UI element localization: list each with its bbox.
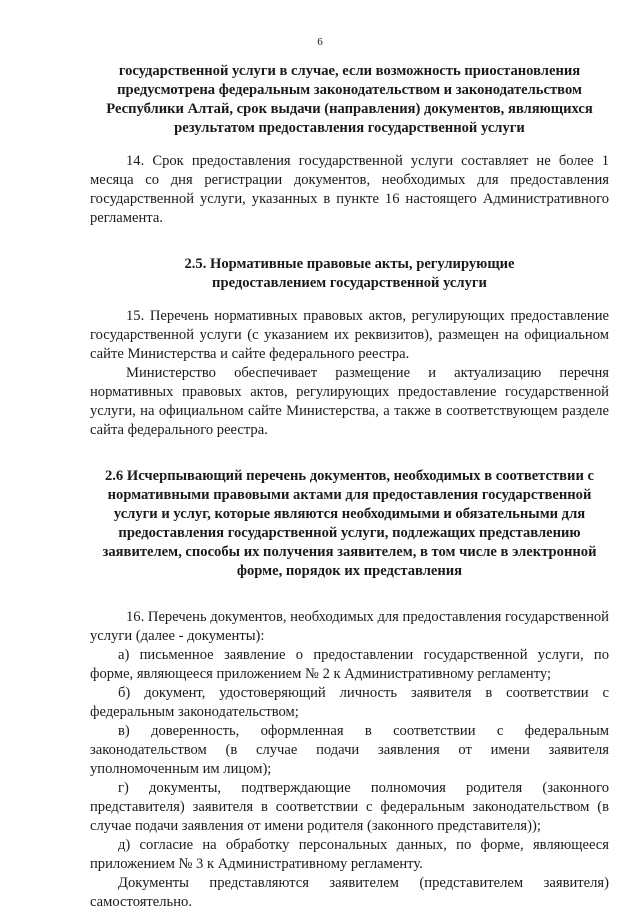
list-item-g: г) документы, подтверждающие полномочия родителя (законного представителя) заявителя в соответствии с федеральным законодательством (в случае подачи заявления от имени родителя (законного представителя)); bbox=[90, 780, 609, 834]
paragraph-16: 16. Перечень документов, необходимых для предоставления государственной услуги (далее - документы): bbox=[90, 609, 609, 644]
paragraph-ministry: Министерство обеспечивает размещение и актуализацию перечня нормативных правовых актов, регулирующих предоставление государственной услуги, на официальном сайте Министерства, а также в соответствующем разделе сайта федерального реестра. bbox=[90, 365, 609, 438]
paragraph-14: 14. Срок предоставления государственной услуги составляет не более 1 месяца со дня регистрации документов, необходимых для предоставления государственной услуги, указанных в пункте 16 настоящего Административного регламента. bbox=[90, 153, 609, 226]
document-body bbox=[90, 62, 609, 912]
list-item-d: д) согласие на обработку персональных данных, по форме, являющееся приложением № 3 к Административному регламенту. bbox=[90, 837, 609, 872]
page-number: 6 bbox=[317, 36, 323, 48]
section-heading-2-6: 2.6 Исчерпывающий перечень документов, необходимых в соответствии с нормативными правовыми актами для предоставления государственной услуги и услуг, которые являются необходимыми и обязательными для предоставления государственной услуги, подлежащих представлению заявителем, способы их получения заявителем, в том числе в электронной форме, порядок их представления bbox=[102, 468, 597, 579]
paragraph-15: 15. Перечень нормативных правовых актов, регулирующих предоставление государственной услуги (с указанием их реквизитов), размещен на официальном сайте Министерства и сайте федерального реестра. bbox=[90, 308, 609, 362]
list-item-v: в) доверенность, оформленная в соответствии с федеральным законодательством (в случае подачи заявления от имени заявителя уполномоченным им лицом); bbox=[90, 723, 609, 777]
list-item-b: б) документ, удостоверяющий личность заявителя в соответствии с федеральным законодательством; bbox=[90, 685, 609, 720]
list-item-a: а) письменное заявление о предоставлении государственной услуги, по форме, являющееся приложением № 2 к Административному регламенту; bbox=[90, 647, 609, 682]
closing-paragraph: Документы представляются заявителем (представителем заявителя) самостоятельно. bbox=[90, 875, 609, 910]
section-heading-2-5: 2.5. Нормативные правовые акты, регулирующие предоставлением государственной услуги bbox=[184, 256, 515, 291]
section-heading-continued: государственной услуги в случае, если возможность приостановления предусмотрена федеральным законодательством и законодательством Республики Алтай, срок выдачи (направления) документов, являющихся результатом предоставления государственной услуги bbox=[106, 63, 593, 136]
